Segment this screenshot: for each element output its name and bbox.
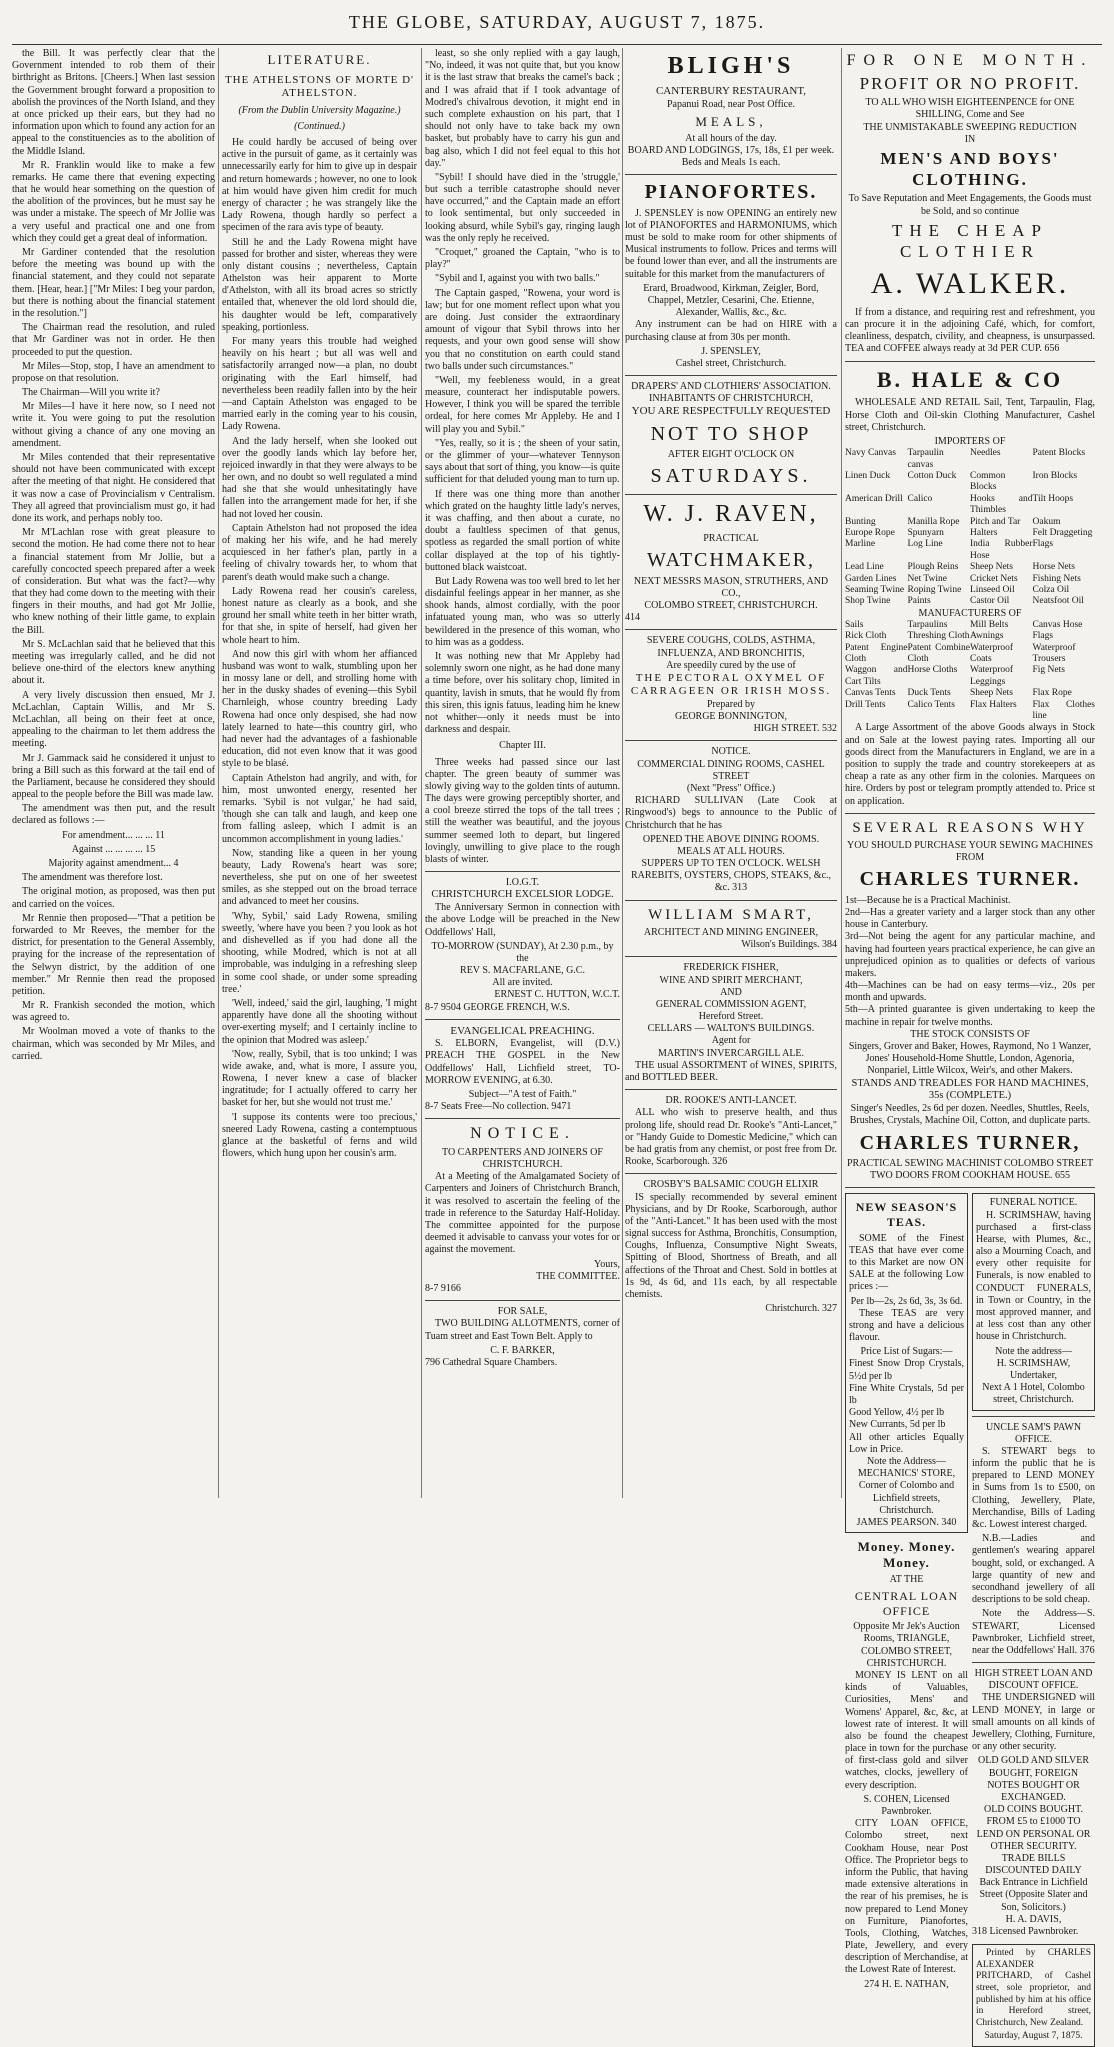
article-paragraph: The amendment was therefore lost. xyxy=(22,872,163,884)
ad-separator xyxy=(425,1300,620,1301)
piano-addr: Cashel street, Christchurch. xyxy=(675,357,787,369)
iogt-rev: REV S. MACFARLANE, G.C. xyxy=(460,965,585,977)
list-item: Marline xyxy=(845,539,876,550)
wine: WINE AND SPIRIT MERCHANT, xyxy=(659,974,803,986)
save: To Save Reputation and Meet Engagements, the Goods must be Sold, and so continue xyxy=(848,193,1092,217)
list-item: Sheep Nets xyxy=(970,688,1014,699)
article-paragraph: Mr R. Franklin would like to make a few remarks. He came there that evening expecting that he would hear something on the question of the abolition of the provinces, but he must say he was under a mistake. The speech of Mr Jollie was a very useful and practical one and one from which they could get a great deal of information. xyxy=(12,159,215,244)
walker-text: If from a distance, and requiring rest and refreshment, you can procure it in the adjoining Café, which, for comfort, cleanliness, despatch, civility, and cheapness, is unsurpassed. TEA and COFFEE always ready at 3d PER CUP. 656 xyxy=(845,306,1095,355)
respectfully: YOU ARE RESPECTFULLY REQUESTED xyxy=(631,405,831,418)
list-item: American Drill xyxy=(845,493,903,504)
iogt-when: TO-MORROW (SUNDAY), At 2.30 p.m., by the xyxy=(431,940,614,964)
article-paragraph: Mr Rennie then proposed—"That a petition be forwarded to Mr Reeves, the member for the district, for presentation to the General Assembly, praying for the increase of the representation of the Selwyn district, by the addition of one member." Mr Rennie then read the proposed petition. xyxy=(12,912,215,997)
not-to-shop: NOT TO SHOP xyxy=(650,422,812,445)
cured: Are speedily cured by the use of xyxy=(666,659,796,671)
list-item: Needles xyxy=(970,448,1001,459)
notice-sign: THE COMMITTEE. xyxy=(536,1270,620,1282)
story-continued: (Continued.) xyxy=(294,120,345,132)
list-item: Patent Blocks xyxy=(1032,448,1086,459)
column-3 xyxy=(425,48,620,1498)
sale-ref: 796 Cathedral Square Chambers. xyxy=(425,1356,558,1368)
walker: A. WALKER. xyxy=(870,267,1070,301)
raven-heading: W. J. RAVEN, xyxy=(643,500,819,527)
article-paragraph: The amendment was then put, and the result declared as follows :— xyxy=(12,803,215,827)
teas-text: SOME of the Finest TEAS that have ever come to this Market are now ON SALE at the following Low prices :— xyxy=(849,1232,964,1293)
section-heading: LITERATURE. xyxy=(267,52,372,67)
list-item: Calico xyxy=(907,493,933,504)
ad-separator xyxy=(425,1019,620,1020)
turner-heading-2: CHARLES TURNER, xyxy=(859,1131,1081,1154)
column-divider xyxy=(622,48,623,1498)
column-divider xyxy=(218,48,219,1498)
profit: PROFIT OR NO PROFIT. xyxy=(859,73,1081,93)
list-item: Flax Halters xyxy=(970,699,1017,710)
piano-makers: Erard, Broadwood, Kirkman, Zeigler, Bord, Chappel, Metzler, Cesarini, Che. Etienne, Alexander, Wallis, &c., &c. xyxy=(643,282,819,319)
sugar-item: Good Yellow, 4½ per lb xyxy=(849,1407,945,1419)
notice-sub: TO CARPENTERS AND JOINERS OF CHRISTCHURCH. xyxy=(442,1146,603,1171)
you-should: YOU SHOULD PURCHASE YOUR SEWING MACHINES FROM xyxy=(846,840,1094,864)
list-item: Bunting xyxy=(845,516,876,527)
davis-lic: 318 Licensed Pawnbroker. xyxy=(972,1926,1079,1938)
usual: THE usual ASSORTMENT of WINES, SPIRITS, and BOTTLED BEER. xyxy=(625,1059,837,1083)
and: AND xyxy=(720,986,742,998)
list-item: Oakum xyxy=(1032,516,1061,527)
prepared: Prepared by xyxy=(706,698,756,710)
stock-text: Singers, Grover and Baker, Howes, Raymond, No 1 Wanzer, Jones' Household-Home Shuttle, London, Agenoria, Nonpariel, Little Wilcox, Weir's, and other Makers. xyxy=(848,1041,1092,1077)
pearson: JAMES PEARSON. 340 xyxy=(856,1516,957,1528)
meals-all: MEALS AT ALL HOURS. xyxy=(677,845,785,857)
stewart-note: Note the Address—S. STEWART, Licensed Pawnbroker, Lichfield street, near the Oddfellows' Hall. 376 xyxy=(972,1608,1095,1656)
list-item: Horse Cloths xyxy=(907,665,958,676)
opened: OPENED THE ABOVE DINING ROOMS. xyxy=(642,833,820,845)
list-item: Flags xyxy=(1032,631,1054,642)
list-item: Tarpaulin canvas xyxy=(907,448,944,470)
after-eight: AFTER EIGHT O'CLOCK ON xyxy=(667,449,795,461)
oxymel: THE PECTORAL OXYMEL OF CARRAGEEN OR IRISH MOSS. xyxy=(630,672,832,698)
hale-tail: A Large Assortment of the above Goods always in Stock and on Sale at the lowest paying rates. Importing all our goods direct from the Manufacturers in England, we are in a position to supply the trade and country storekeepers at as cheap a rate as any other firm in the colonies. Marquees on hire. Orders by post or telegram promptly attended to. Price st on application. xyxy=(845,722,1095,807)
watchmaker: WATCHMAKER, xyxy=(646,549,816,572)
list-item: Waterproof Leggings xyxy=(970,665,1014,687)
list-item: Mill Belts xyxy=(970,619,1009,630)
list-item: Sheep Nets xyxy=(970,562,1014,573)
list-item: Paints xyxy=(907,596,931,607)
in: IN xyxy=(964,133,976,145)
raven-practical: PRACTICAL xyxy=(703,533,759,545)
column-divider xyxy=(841,48,842,1498)
ad-separator xyxy=(972,1416,1095,1417)
list-item: Calico Tents xyxy=(907,699,955,710)
davis: H. A. DAVIS, xyxy=(1005,1913,1062,1925)
story-paragraph: 'Why, Sybil,' said Lady Rowena, smiling sweetly, 'where have you been ? you look as hot and dishevelled as if you had done all the shooting, while Modred, which is not at all improbable, was indulging in a refreshing sleep in some cool shade, or under some spreading tree.' xyxy=(222,910,417,995)
list-item: Flax Clothes line xyxy=(1032,699,1095,722)
story-paragraph: "Sybil! I should have died in the 'struggle,' but such a terrible catastrophe should never have occurred," and the Captain made an effort to look sentimental, but only succeeded in looking absurd, while Sybil's gay, ringing laugh was the only reply he received. xyxy=(425,171,620,244)
notice-title: NOTICE. xyxy=(470,1125,575,1143)
cohen: S. COHEN, Licensed Pawnbroker. xyxy=(863,1793,950,1818)
at-the: AT THE xyxy=(889,1573,924,1585)
article-paragraph: The Chairman read the resolution, and ruled that Mr Gardiner was not in order. He then proceeded to put the question. xyxy=(12,322,215,358)
list-item: Felt Draggeting xyxy=(1032,527,1093,538)
column-divider xyxy=(421,48,422,1498)
sale-sign: C. F. BARKER, xyxy=(490,1344,555,1356)
trade: TRADE BILLS DISCOUNTED DAILY xyxy=(985,1852,1082,1877)
list-item: Linseed Oil xyxy=(970,584,1015,595)
bligh-addr: Papanui Road, near Post Office. xyxy=(666,98,796,110)
note-address: Note the Address— xyxy=(867,1455,946,1467)
scrimshaw-sign: H. SCRIMSHAW, Undertaker, xyxy=(996,1357,1071,1381)
evangelical-subject: Subject—"A test of Faith." xyxy=(468,1089,577,1101)
story-paragraph: least, so she only replied with a gay laugh, "No, indeed, it was not quite that, but you know it is the last straw that breaks the camel's back ; and I was afraid that if I took advantage of Modred's chivalrous devotion, it might end in such complete exhaustion on his part, that I should not only have to take back my own basket, but probably have to carry his gun and bag also, which I did not feel equal to this hot day." xyxy=(425,48,620,169)
piano-heading: PIANOFORTES. xyxy=(644,181,818,204)
article-paragraph: The Chairman—Will you write it? xyxy=(22,387,160,399)
article-paragraph: A very lively discussion then ensued, Mr J. McLachlan, Captain Willis, and Mr S. McLachlan, all being on their feet at once, appealing to the chairman to let them address the meeting. xyxy=(12,689,215,750)
sale-text: TWO BUILDING ALLOTMENTS, corner of Tuam street and East Town Belt. Apply to xyxy=(425,1318,620,1342)
article-paragraph: Mr M'Lachlan rose with great pleasure to second the motion. He had come there not to hear a financial statement from Mr Jollie, but a carefully concocted speech prepared after a week of consideration. But what was the fact?—why that they had come down to the meeting with their fingers in their mouths, and had got Mr Jollie, who knew nothing of their little game, to explain the Bill. xyxy=(12,527,215,636)
meals-sub: At all hours of the day. xyxy=(685,132,777,144)
ad-separator xyxy=(625,740,837,741)
list-item: Net Twine xyxy=(907,573,948,584)
column-2 xyxy=(222,48,417,1498)
article-paragraph: Mr R. Frankish seconded the motion, which was agreed to. xyxy=(12,1000,215,1024)
story-title: THE ATHELSTONS OF MORTE D' ATHELSTON. xyxy=(224,73,415,100)
story-paragraph: "Well, my feebleness would, in a great measure, counteract her indisputable powers. However, I think you will be spared the terrible ordeal, for here comes Mr Appleby. He and I will play you and Sybil." xyxy=(425,374,620,435)
bonnington: GEORGE BONNINGTON, xyxy=(674,711,788,723)
reason: 1st—Because he is a Practical Machinist. xyxy=(845,894,1011,906)
funeral-heading: FUNERAL NOTICE. xyxy=(989,1197,1078,1209)
beds: Beds and Meals 1s each. xyxy=(681,157,781,169)
reason: 5th—A printed guarantee is given undertaking to keep the machine in repair for twelve months. xyxy=(845,1004,1095,1028)
raven-street: COLOMBO STREET, CHRISTCHURCH. xyxy=(644,600,818,612)
list-item: Log Line xyxy=(907,539,943,550)
story-paragraph: And the lady herself, when she looked out over the goodly lands which lay before her, rejoiced inwardly in that they were always to be her own, and no doubt so well regulated a mind had she that she would unhesitatingly have fallen into the arrangement made for her, if she had not loved her cousin. xyxy=(222,435,417,520)
back: Back Entrance in Lichfield Street (Opposite Slater and Son, Solicitors.) xyxy=(979,1877,1088,1913)
ad-separator xyxy=(845,813,1095,814)
bligh-sub: CANTERBURY RESTAURANT, xyxy=(655,85,807,98)
fisher: FREDERICK FISHER, xyxy=(683,962,779,974)
list-item: Neatsfoot Oil xyxy=(1032,596,1084,607)
ad-separator xyxy=(625,174,837,175)
story-paragraph: For many years this trouble had weighed heavily on his heart ; but all was well and satisfactorily arranged now—a plan, no doubt originating with the Earl himself, had nevertheless been readily fallen into by the heir—and Captain Athelston was engaged to be married early in the coming year to his cousin, Lady Rowena. xyxy=(222,336,417,433)
meals-heading: MEALS, xyxy=(695,113,767,129)
sugars: Price List of Sugars:— xyxy=(860,1346,953,1358)
list-item: Canvas Tents xyxy=(845,688,896,699)
iogt-heading: I.O.G.T. xyxy=(505,877,540,889)
vote-for: For amendment... ... ... 11 xyxy=(62,829,165,841)
crosby-agent: Christchurch. 327 xyxy=(765,1303,837,1315)
reason: 3rd—Not being the agent for any particular machine, and having had fourteen years practical experience, he can give an unprejudiced opinion as to qualities or defects of various makers. xyxy=(845,931,1095,979)
wilson: Wilson's Buildings. 384 xyxy=(741,939,837,951)
evangelical-text: S. ELBORN, Evangelist, will (D.V.) PREACH THE GOSPEL in the New Oddfellows' Hall, Lichfield street, TO-MORROW EVENING, at 6.30. xyxy=(425,1038,620,1086)
iogt-text: The Anniversary Sermon in connection with the above Lodge will be preached in the New Oddfellows' Hall, xyxy=(425,902,620,938)
board: BOARD AND LODGINGS, 17s, 18s, £1 per week. xyxy=(627,144,835,156)
notice-text: At a Meeting of the Amalgamated Society of Carpenters and Joiners of Christchurch Branch, it was resolved to ascertain the feeling of the trade in reference to the Saturday Half-Holiday. The committee appointed for the purpose deemed it advisable to canvass your votes for or against the movement. xyxy=(425,1171,620,1256)
story-source: (From the Dublin University Magazine.) xyxy=(238,104,401,116)
sugar-item: New Currants, 5d per lb xyxy=(849,1419,946,1431)
ad-separator xyxy=(845,361,1095,362)
list-item: Colza Oil xyxy=(1032,584,1070,595)
list-item: Tilt Hoops xyxy=(1032,493,1074,504)
central-addr: Opposite Mr Jek's Auction Rooms, TRIANGLE, COLOMBO STREET, CHRISTCHURCH. xyxy=(853,1621,960,1669)
list-item: Awnings xyxy=(970,631,1004,642)
sale-heading: FOR SALE, xyxy=(497,1306,548,1318)
list-item: Castor Oil xyxy=(970,596,1010,607)
list-item: Tarpaulins xyxy=(907,619,948,630)
sweeping: THE UNMISTAKABLE SWEEPING REDUCTION xyxy=(863,121,1077,133)
story-paragraph: It was nothing new that Mr Appleby had solemnly sworn one night, as he had done many a time before, over his solitary chop, limited in quantity, lavish in smuts, that he would fly from this siren, this ignis fatuus, leading him he knew not whither—only it needs must be into darkness and despair. xyxy=(425,651,620,736)
story-paragraph: Three weeks had passed since our last chapter. The green beauty of summer was slowly giving way to the golden tints of autumn. The days were growing perceptibly shorter, and a cool breeze stirred the tops of the tall trees ; still the weather was beautiful, and the joyous summer seemed loth to depart, but lingered lovingly, unwilling to give place to the rough blasts of winter. xyxy=(425,756,620,865)
bligh-heading: BLIGH'S xyxy=(667,53,795,79)
story-paragraph: "Yes, really, so it is ; the sheen of your satin, or the glimmer of your—whatever Tennyson says about that sort of thing, you know—is quite sufficient for that deluded young man to turn up. xyxy=(425,437,620,486)
central-text: MONEY IS LENT on all kinds of Valuables, Curiosities, Mens' and Womens' Apparel, &c, &c, at lowest rate of interest. It will also be found the cheapest place in town for the purchase of first-class gold and silver watches, clocks, jewellery of every description. xyxy=(845,1669,968,1791)
hale-heading: B. HALE & CO xyxy=(876,366,1064,392)
list-item: Waterproof Coats xyxy=(970,642,1014,665)
list-item: Roping Twine xyxy=(907,584,962,595)
list-item: Hooks and Thimbles xyxy=(970,493,1033,516)
story-paragraph: The Captain gasped, "Rowena, your word is law; but for one moment reflect upon what you are doing. Just consider the extraordinary amount of vigour that Sybil throws into her requests, and your own good sense will show you that no constitution on earth could stand two balls under such circumstances." xyxy=(425,287,620,372)
raven-addr: NEXT MESSRS MASON, STRUTHERS, AND CO., xyxy=(633,575,829,599)
ad-separator xyxy=(845,1187,1095,1188)
cheap-clothier: THE CHEAP CLOTHIER xyxy=(891,220,1049,261)
smart-heading: WILLIAM SMART, xyxy=(648,906,814,923)
architect: ARCHITECT AND MINING ENGINEER, xyxy=(643,926,819,938)
press: (Next "Press" Office.) xyxy=(686,782,776,794)
davis-text: THE UNDERSIGNED will LEND MONEY, in large or small amounts on all kinds of Jewellery, Clothing, Furniture, or any other security. xyxy=(972,1692,1095,1753)
story-paragraph: And now this girl with whom her affianced husband was wont to walk, stumbling upon her in mossy lane or dell, and strolling home with her in the dusky shades of evening—this Sybil Charnleigh, whose country breeding Lady Rowena had once only despised, she had now lately learned to hate—this country girl, who had never had the advantages of a fashionable education, did not even know that it was good style to be blasé. xyxy=(222,648,417,770)
list-item: Navy Canvas xyxy=(845,448,896,459)
list-item: Lead Line xyxy=(845,562,884,573)
vote-majority: Majority against amendment... 4 xyxy=(48,858,179,869)
list-item: Cotton Duck xyxy=(907,471,957,482)
list-item: India Rubber Hose xyxy=(970,539,1033,561)
ad-separator xyxy=(625,956,837,957)
list-item: Fishing Nets xyxy=(1032,573,1081,584)
list-item: Iron Blocks xyxy=(1032,471,1078,482)
chapter-heading: Chapter III. xyxy=(499,740,546,752)
piano-sign: J. SPENSLEY, xyxy=(701,345,761,357)
list-item: Duck Tents xyxy=(907,688,951,699)
article-paragraph: Mr Gardiner contended that the resolution before the meeting was bound up with the financial statement, and they could not separate them. [Hear, hear.] ["Mr Miles: I beg your pardon, but there is nothing about the financial statement in the resolution."] xyxy=(12,247,215,319)
column-5 xyxy=(845,48,1095,2042)
list-item: Fig Nets xyxy=(1032,665,1065,676)
ad-separator xyxy=(625,900,837,901)
suppers: SUPPERS UP TO TEN O'CLOCK. WELSH RAREBITS, OYSTERS, CHOPS, STEAKS, &c., &c. 313 xyxy=(630,858,832,894)
ad-separator xyxy=(625,1089,837,1090)
corner: Corner of Colombo and Lichfield streets, Christchurch. xyxy=(858,1480,955,1516)
teas-strong: These TEAS are very strong and have a delicious flavour. xyxy=(849,1307,964,1344)
scrimshaw-text: H. SCRIMSHAW, having purchased a first-class Hearse, with Plumes, &c., also a Mourning Coach, and every other requisite for Funerals, is now enabled to CONDUCT FUNERALS, in Town or Country, in the most approved manner, and at less cost than any other house in Christchurch. xyxy=(976,1209,1091,1343)
gold: OLD GOLD AND SILVER BOUGHT, FOREIGN NOTES BOUGHT OR EXCHANGED. xyxy=(977,1755,1090,1803)
iogt-sign: ERNEST C. HUTTON, W.C.T. xyxy=(494,989,620,1001)
drapers: DRAPERS' AND CLOTHIERS' ASSOCIATION. xyxy=(631,381,831,393)
stands: STANDS AND TREADLES FOR HAND MACHINES, 35s (COMPLETE.) xyxy=(851,1077,1089,1102)
list-item: Spunyarn xyxy=(907,527,944,538)
list-item: Flax Rope xyxy=(1032,688,1072,699)
print-date: Saturday, August 7, 1875. xyxy=(984,2031,1083,2042)
masthead-rule xyxy=(12,44,1102,45)
story-paragraph: "Sybil and I, against you with two balls." xyxy=(435,273,600,285)
ad-separator xyxy=(625,1173,837,1174)
story-paragraph: If there was one thing more than another which grated on the haughty little lady's nerves, it was chaffing, and then about a curate, no doubt a faultless specimen of that genus, spotless as regarded the small portion of white collar displayed at the top of his tightly-buttoned black waistcoat. xyxy=(425,488,620,573)
several: SEVERAL REASONS WHY xyxy=(852,819,1088,836)
notice-ref: 8-7 9166 xyxy=(425,1282,461,1294)
list-item: Waggon and Cart Tilts xyxy=(845,665,908,687)
mens-clothing: MEN'S AND BOYS' CLOTHING. xyxy=(880,149,1060,189)
story-paragraph: Captain Athelston had not proposed the idea of making her his wife, and he had merely acquiesced in her father's plan, partly in a feeling of chivalry towards her, to whom that parent's death would make such a change. xyxy=(222,522,417,583)
story-paragraph: 'I suppose its contents were too precious,' sneered Lady Rowena, casting a contemptuous glance at the basketful of ferns and wild flowers, which hung upon her cousin's arm. xyxy=(222,1111,417,1160)
scrimshaw-addr: Next A 1 Hotel, Colombo street, Christchurch. xyxy=(982,1382,1085,1406)
pawn-heading: UNCLE SAM'S PAWN OFFICE. xyxy=(985,1421,1082,1445)
ad-separator xyxy=(625,494,837,495)
article-paragraph: The original motion, as proposed, was then put and carried on the voices. xyxy=(12,886,215,910)
crosby-heading: CROSBY'S BALSAMIC COUGH ELIXIR xyxy=(643,1179,819,1191)
right-ads xyxy=(972,1193,1095,2047)
hereford: Hereford Street. xyxy=(698,1011,764,1023)
crosby-text: IS specially recommended by several eminent Physicians, and by Dr Rooke, Scarborough, author of the "Anti-Lancet." It has been used with the most signal success for Asthma, Bronchitis, Consumption, Coughs, Influenza, Consumptive Night Sweats, Spitting of Blood, Shortness of Breath, and all affections of the Throat and Chest. Sold in bottles at 1s 9d, 4s 6d, and 11s each, by all respectable chemists. xyxy=(625,1191,837,1300)
story-paragraph: Captain Athelston had angrily, and with, for him, most unwonted energy, resented her remarks. 'Sybil is not vulgar,' he had said, 'though she can talk and laugh, and keep one from falling asleep, which I admit is an uncommon accomplishment in young ladies.' xyxy=(222,772,417,845)
masthead: THE GLOBE, SATURDAY, AUGUST 7, 1875. xyxy=(348,12,766,32)
reason: 2nd—Has a greater variety and a larger stock than any other house in Canterbury. xyxy=(845,906,1095,931)
needles: Singer's Needles, 2s 6d per dozen. Needles, Shuttles, Reels, Brushes, Crystals, Machine Oil, Cotton, and duplicate parts. xyxy=(849,1103,1091,1127)
list-item: Threshing Cloth xyxy=(907,631,970,642)
iogt-sign: 8-7 9504 GEORGE FRENCH, W.S. xyxy=(425,1001,570,1013)
list-item: Common Blocks xyxy=(970,471,1006,493)
rooke-text: ALL who wish to preserve health, and thus prolong life, should read Dr. Rooke's "Anti-Lancet," or "Handy Guide to Domestic Medicine," which can be had gratis from any chemist, or post free from Dr. Rooke, Scarborough. 326 xyxy=(625,1107,837,1168)
manufacturers: MANUFACTURERS OF xyxy=(918,607,1022,619)
importers: IMPORTERS OF xyxy=(934,436,1006,448)
stewart-text: S. STEWART begs to inform the public that he is prepared to LEND MONEY in Sums from 1s to £500, on Clothing, Jewellery, Plate, Merchandise, Bills of Lading &c. Lowest interest charged. xyxy=(972,1445,1095,1531)
city-text: CITY LOAN OFFICE, Colombo street, next Cookham House, near Post Office. The Proprietor begs to inform the Public, that having made extensive alterations in the rear of his premises, he is now prepared to Lend Money on Furniture, Pianofortes, Tools, Clothing, Watches, Plate, Jewellery, and every description of Merchandise, at the Lowest Rate of Interest. xyxy=(845,1818,968,1976)
list-item: Waterproof Trousers xyxy=(1032,642,1076,665)
list-item: Patent Combine Cloth xyxy=(907,642,970,665)
list-item: Pitch and Tar xyxy=(970,516,1021,527)
list-item: Canvas Hose xyxy=(1032,619,1083,630)
column-1 xyxy=(12,48,215,1498)
high-loan: HIGH STREET LOAN AND DISCOUNT OFFICE. xyxy=(974,1668,1093,1692)
reason: 4th—Machines can be had on easy terms—viz., 20s per month and upwards. xyxy=(845,980,1095,1004)
ad-separator xyxy=(425,871,620,872)
list-item: Linen Duck xyxy=(845,471,891,482)
dining: COMMERCIAL DINING ROOMS, CASHEL STREET xyxy=(637,758,825,782)
story-paragraph: "Croquet," groaned the Captain, "who is to play?" xyxy=(425,247,620,271)
story-paragraph: Now, standing like a queen in her young beauty, Lady Rowena's heart was sore; nevertheless, she put on one of her sweetest smiles, as she stepped out on the broad terrace and advanced to meet her cousins. xyxy=(222,847,417,908)
hale-text: WHOLESALE AND RETAIL Sail, Tent, Tarpaulin, Flag, Horse Cloth and Oil-skin Clothing Manufacturer, Cashel street, Christchurch. xyxy=(845,397,1095,433)
turner-addr: PRACTICAL SEWING MACHINIST COLOMBO STREET TWO DOORS FROM COOKHAM HOUSE. 655 xyxy=(846,1157,1094,1182)
story-paragraph: Still he and the Lady Rowena might have passed for brother and sister, whereas they were only distant cousins ; nevertheless, Captain Athelston was heir apparent to Morte d'Athelston, with all its broad acres so strictly entailed that, whenever the old lord should die, his daughter would be left, comparatively speaking, portionless. xyxy=(222,236,417,333)
article-paragraph: Mr Miles contended that their representative should not have been communicated with except after the meeting of that night. He considered that it was now a case of Provincialism v Centralism. They all agreed that provincialism must go, it had done its work, and perhaps nobly too. xyxy=(12,452,215,524)
from: FROM £5 to £1000 TO LEND ON PERSONAL OR OTHER SECURITY. xyxy=(976,1816,1091,1852)
scrimshaw-note: Note the address— xyxy=(995,1345,1072,1357)
money-heading: Money. Money. Money. xyxy=(857,1539,956,1570)
list-item: Flags xyxy=(1032,539,1054,550)
list-item: Seaming Twine xyxy=(845,584,905,595)
ad-separator xyxy=(625,629,837,630)
general: GENERAL COMMISSION AGENT, xyxy=(655,998,807,1010)
notice-2: NOTICE. xyxy=(711,746,751,758)
evangelical-seats: 8-7 Seats Free—No collection. 9471 xyxy=(425,1101,572,1113)
raven-ref: 414 xyxy=(625,612,640,624)
article-paragraph: the Bill. It was perfectly clear that the Government intended to rob them of their birthright as Britons. [Cheers.] When last session the Government brought forward a proposition to abolish the provinces of the North Island, and they at once pricked up their ears, but they had no information upon which to found any action for an appeal to the constituencies as to the abolition of the Middle Island. xyxy=(12,48,215,157)
sugar-item: Fine White Crystals, 5d per lb xyxy=(849,1382,964,1407)
story-paragraph: 'Now, really, Sybil, that is too unkind; I was wide awake, and, what is more, I assure you, Rowena, I never knew a case of blacker ingratitude; for I actually offered to carry her basket for her, but she would not trust me.' xyxy=(222,1048,417,1109)
piano-text: J. SPENSLEY is now OPENING an entirely new lot of PIANOFORTES and HARMONIUMS, which must be sold to make room for other shipments of Musical instruments to follow. Prices and terms will be found lower than ever, and all the instruments are suitable for this market from the manufacturers of xyxy=(625,207,837,280)
list-item: Manilla Rope xyxy=(907,516,960,527)
stewart-nb: N.B.—Ladies and gentlemen's wearing apparel bought, sold, or exchanged. A large quantity of new and secondhand jewellery of all descriptions to be sold cheap. xyxy=(972,1533,1095,1606)
story-paragraph: But Lady Rowena was too well bred to let her disdainful feelings appear in her manner, as she shook hands, almost cordially, with the poor infatuated young man, who was so utterly bewildered in the presence of this woman, who to him was as a goddess. xyxy=(425,575,620,648)
cellars: CELLARS — WALTON'S BUILDINGS. xyxy=(647,1023,815,1035)
iogt-invited: All are invited. xyxy=(492,977,553,989)
teas-prices: Per lb—2s, 2s 6d, 3s, 3s 6d. xyxy=(850,1295,963,1307)
sugar-item: Finest Snow Drop Crystals, 5½d per lb xyxy=(849,1358,964,1382)
evangelical-title: EVANGELICAL PREACHING. xyxy=(450,1024,595,1037)
nathan: 274 H. E. NATHAN, xyxy=(864,1978,949,1990)
list-item: Drill Tents xyxy=(845,699,886,710)
story-paragraph: Lady Rowena read her cousin's careless, honest nature as clearly as a book, and she ground her small white teeth in her bitter wrath, for that she, in spite of herself, had given her whole heart to him. xyxy=(222,585,417,646)
article-paragraph: Mr Woolman moved a vote of thanks to the chairman, which was seconded by Mr Miles, and carried. xyxy=(12,1026,215,1062)
one-month: FOR ONE MONTH. xyxy=(846,52,1094,69)
printed: Printed by CHARLES ALEXANDER PRITCHARD, of Cashel street, sole proprietor, and published by him at his office in Hereford street, Christchurch, New Zealand. xyxy=(976,1948,1091,2028)
list-item: Horse Nets xyxy=(1032,562,1075,573)
high-street: HIGH STREET. 532 xyxy=(753,723,837,735)
story-paragraph: He could hardly be accused of being over active in the pursuit of game, as it certainly was unnecessarily early for him to give up in despair and return homewards ; however, no one to look at him would have given him credit for much energy of character ; he was strangely like the Lady Rowena, though hardly so perfect a specimen of the rara avis type of beauty. xyxy=(222,137,417,234)
central-heading: CENTRAL LOAN OFFICE xyxy=(854,1588,959,1618)
turner-heading: CHARLES TURNER. xyxy=(859,868,1081,891)
list-item: Patent Engine Cloth xyxy=(845,642,908,665)
list-item: Sails xyxy=(845,619,864,630)
rooke-heading: DR. ROOKE'S ANTI-LANCET. xyxy=(665,1095,797,1107)
piano-hire: Any instrument can be had on HIRE with a purchasing clause at from 30s per month. xyxy=(625,319,837,343)
story-paragraph: 'Well, indeed,' said the girl, laughing, 'I might apparently have done all the shooting without over-exerting myself; and I certainly incline to the opinion that Modred was asleep.' xyxy=(222,997,417,1046)
list-item: Rick Cloth xyxy=(845,631,887,642)
to-all: TO ALL WHO WISH EIGHTEENPENCE for ONE SHILLING, Come and See xyxy=(865,97,1075,121)
vote-against: Against ... ... ... ... 15 xyxy=(71,843,156,855)
ad-separator xyxy=(425,1118,620,1119)
list-item: Garden Lines xyxy=(845,573,897,584)
saturdays: SATURDAYS. xyxy=(650,465,812,488)
list-item: Europe Rope xyxy=(845,527,895,538)
ad-separator xyxy=(972,1662,1095,1663)
agent: Agent for xyxy=(711,1035,751,1047)
left-ads xyxy=(845,1193,968,2047)
mechanics: MECHANICS' STORE, xyxy=(857,1468,956,1480)
coins: OLD COINS BOUGHT. xyxy=(984,1804,1083,1816)
notice-yours: Yours, xyxy=(594,1258,620,1270)
article-paragraph: Mr J. Gammack said he considered it unjust to bring a Bill such as this forward at the tail end of the Parliament, because he considered they should appeal to the people before the Bill was made law. xyxy=(12,752,215,801)
article-paragraph: Mr Miles—I have it here now, so I need not write it. You were going to put the resolution without giving a chance of any one moving an amendment. xyxy=(12,401,215,449)
ad-separator xyxy=(625,375,837,376)
inhabitants: INHABITANTS OF CHRISTCHURCH, xyxy=(649,393,813,405)
importers-list xyxy=(845,448,1095,607)
sugar-item: All other articles Equally Low in Price. xyxy=(849,1431,964,1455)
article-paragraph: Mr S. McLachlan said that he believed that this meeting was irregularly called, and he did not believe one-third of the electors knew anything about it. xyxy=(12,638,215,687)
sullivan: RICHARD SULLIVAN (Late Cook at Ringwood's) begs to announce to the Public of Christchurch that he has xyxy=(625,795,837,831)
column-4 xyxy=(625,48,837,1498)
iogt-title: CHRISTCHURCH EXCELSIOR LODGE. xyxy=(431,889,614,901)
list-item: Shop Twine xyxy=(845,596,891,607)
coughs: SEVERE COUGHS, COLDS, ASTHMA, INFLUENZA, AND BRONCHITIS, xyxy=(646,635,816,659)
martin: MARTIN'S INVERCARGILL ALE. xyxy=(657,1047,805,1059)
list-item: Cricket Nets xyxy=(970,573,1018,584)
stock: THE STOCK CONSISTS OF xyxy=(910,1028,1030,1040)
teas-heading: NEW SEASON'S TEAS. xyxy=(855,1200,958,1229)
manufacturers-list xyxy=(845,620,1095,723)
list-item: Plough Reins xyxy=(907,562,959,573)
article-paragraph: Mr Miles—Stop, stop, I have an amendment to propose on that resolution. xyxy=(12,360,215,384)
list-item: Halters xyxy=(970,527,998,538)
